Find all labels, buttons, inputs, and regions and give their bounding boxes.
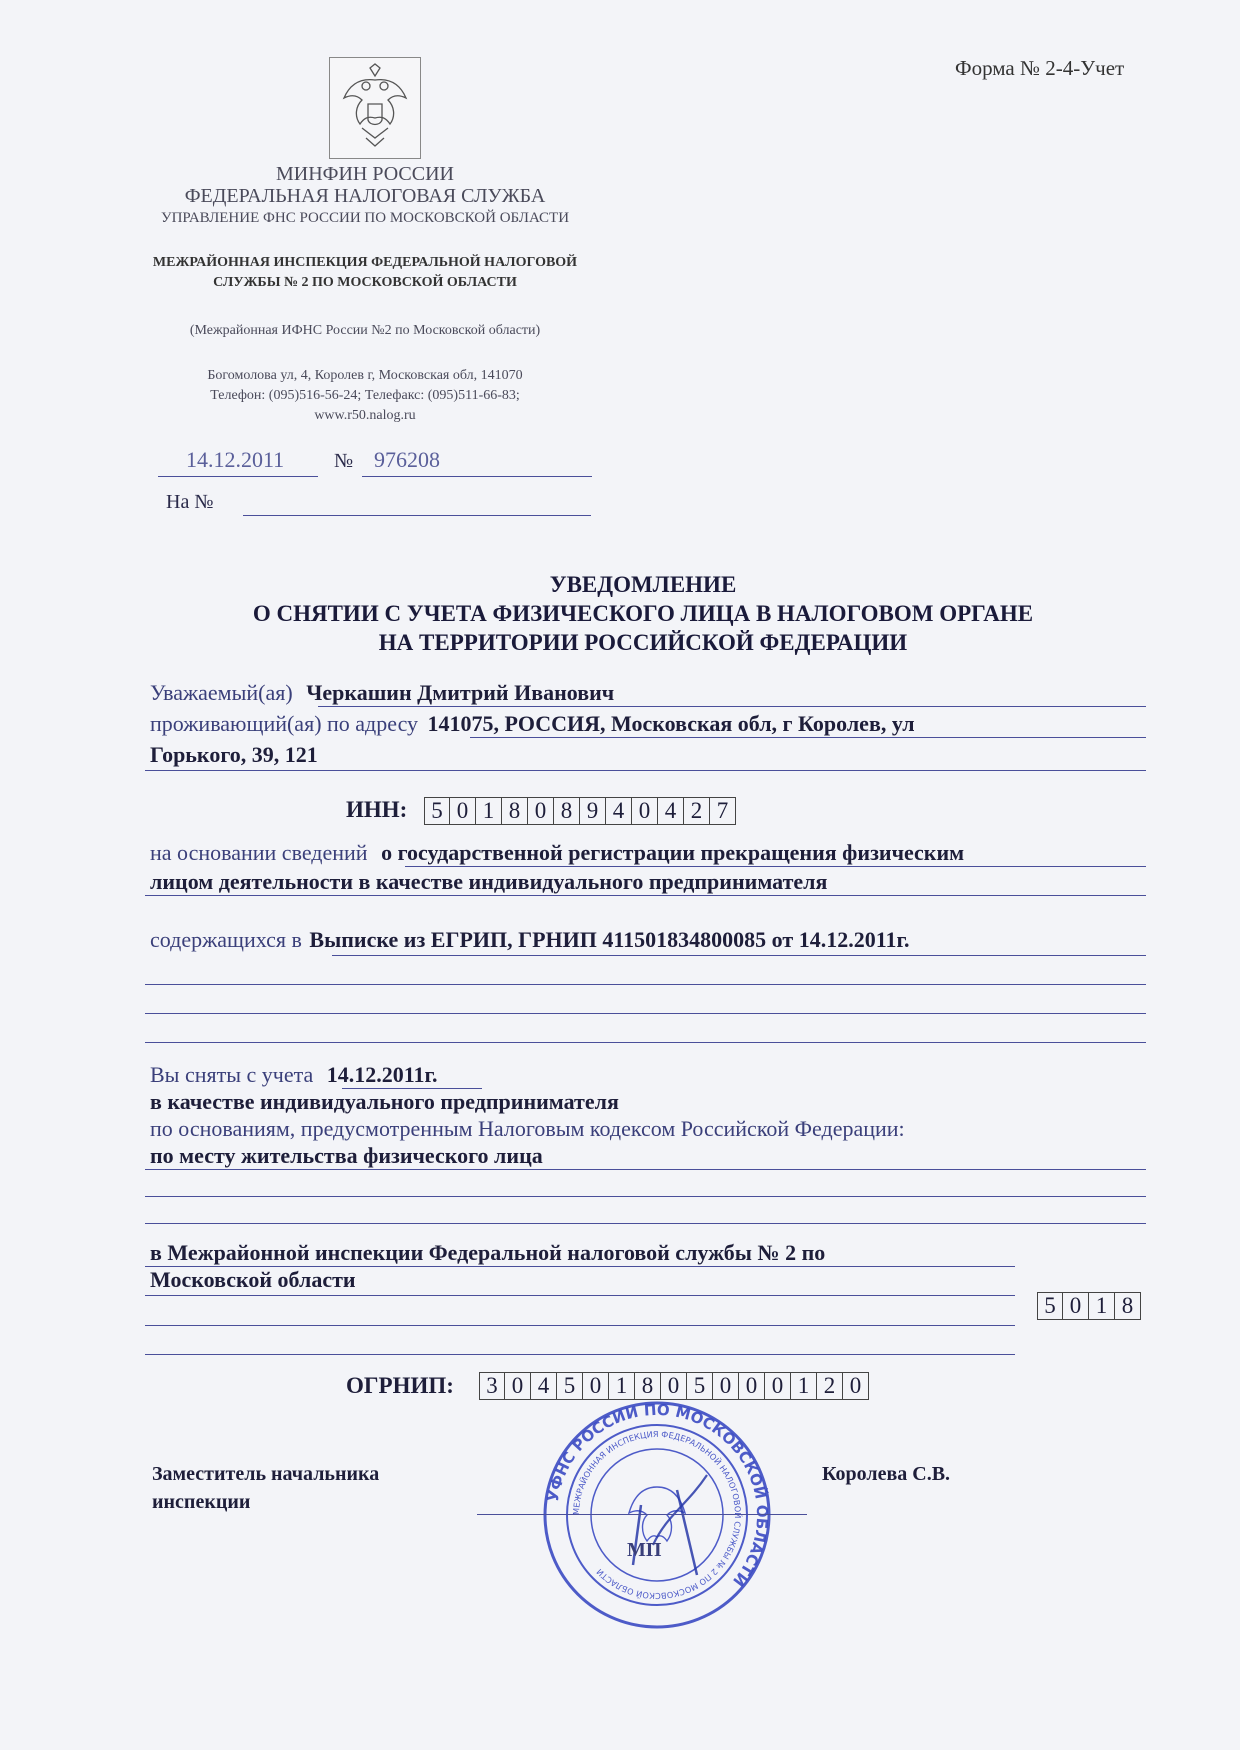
address-row — [150, 709, 915, 739]
deregistration-date: 14.12.2011г. — [326, 1062, 438, 1087]
basis-label: на основании сведений — [150, 840, 368, 865]
ogrnip-digit-box: 1 — [609, 1372, 635, 1400]
inn-digit-box: 5 — [424, 797, 450, 825]
inn-digit-box: 2 — [684, 797, 710, 825]
ogrnip-digit-box: 0 — [739, 1372, 765, 1400]
inn-digit-box: 7 — [710, 797, 736, 825]
coat-of-arms-icon — [329, 57, 421, 159]
ogrnip-digit-box: 0 — [661, 1372, 687, 1400]
inspection-phones: Телефон: (095)516-56-24; Телефакс: (095)511-66-83; — [210, 388, 520, 403]
authority-underline-4 — [145, 1354, 1015, 1355]
grounds-underline-3 — [145, 1223, 1146, 1224]
address-underline-1 — [470, 737, 1146, 738]
basis-row — [150, 838, 964, 868]
contact-block — [140, 366, 590, 426]
inn-digit-box: 1 — [476, 797, 502, 825]
name-underline — [318, 706, 1146, 707]
inn-digit-box: 4 — [606, 797, 632, 825]
signatory-position-line1: Заместитель начальника — [152, 1463, 380, 1485]
document-number-label: № — [334, 450, 354, 472]
person-address-line2: Горького, 39, 121 — [150, 742, 318, 767]
inn-digit-boxes — [424, 797, 736, 825]
official-seal-stamp — [537, 1395, 777, 1635]
inn-digit-box: 9 — [580, 797, 606, 825]
ogrnip-digit-box: 8 — [635, 1372, 661, 1400]
seal-place-label: МП — [627, 1539, 662, 1561]
greeting-row — [150, 678, 614, 708]
grounds-underline-2 — [145, 1196, 1146, 1197]
registration-capacity: в качестве индивидуального предпринимателя — [150, 1089, 619, 1114]
department-name: УПРАВЛЕНИЕ ФНС РОССИИ ПО МОСКОВСКОЙ ОБЛАСТИ — [160, 210, 570, 226]
ogrnip-digit-box: 0 — [505, 1372, 531, 1400]
service-name: ФЕДЕРАЛЬНАЯ НАЛОГОВАЯ СЛУЖБА — [184, 185, 546, 207]
authority-code-digit-box: 5 — [1037, 1292, 1063, 1320]
grounds-underline-1 — [145, 1169, 1146, 1170]
grounds-label: по основаниям, предусмотренным Налоговым кодексом Российской Федерации: — [150, 1116, 905, 1141]
inn-digit-box: 0 — [632, 797, 658, 825]
stamp-inner-text: МЕЖРАЙОННАЯ ИНСПЕКЦИЯ ФЕДЕРАЛЬНОЙ НАЛОГОВОЙ СЛУЖБЫ № 2 ПО МОСКОВСКОЙ ОБЛАСТИ — [570, 1428, 744, 1602]
ogrnip-digit-box: 5 — [557, 1372, 583, 1400]
inspection-address: Богомолова ул, 4, Королев г, Московская обл, 141070 — [207, 368, 523, 383]
grounds-value: по месту жительства физического лица — [150, 1143, 543, 1168]
signatory-position-line2: инспекции — [152, 1491, 251, 1513]
basis-line2: лицом деятельности в качестве индивидуального предпринимателя — [150, 869, 828, 894]
authority-code-boxes — [1037, 1292, 1141, 1320]
ogrnip-digit-box: 4 — [531, 1372, 557, 1400]
reference-number-field — [243, 515, 591, 516]
document-date: 14.12.2011 — [158, 447, 318, 477]
document-number: 976208 — [362, 447, 592, 477]
reference-number-label: На № — [166, 491, 214, 513]
ogrnip-digit-box: 3 — [479, 1372, 505, 1400]
inn-label: ИНН: — [346, 797, 408, 822]
document-subtitle-line1: О СНЯТИИ С УЧЕТА ФИЗИЧЕСКОГО ЛИЦА В НАЛОГОВОМ ОРГАНЕ — [252, 601, 1034, 626]
source-underline-3 — [145, 1013, 1146, 1014]
source-underline-1 — [332, 955, 1146, 956]
authority-underline-2 — [145, 1295, 1015, 1296]
signatory-name: Королева С.В. — [822, 1463, 951, 1485]
ministry-name: МИНФИН РОССИИ — [276, 163, 454, 185]
stamp-outer-text: УФНС РОССИИ ПО МОСКОВСКОЙ ОБЛАСТИ — [543, 1400, 772, 1590]
header-ministry-service — [140, 163, 590, 207]
inn-digit-box: 4 — [658, 797, 684, 825]
inn-digit-box: 8 — [554, 797, 580, 825]
ogrnip-digit-box: 0 — [583, 1372, 609, 1400]
authority-underline-3 — [145, 1325, 1015, 1326]
source-underline-4 — [145, 1042, 1146, 1043]
basis-line1: о государственной регистрации прекращения физическим — [381, 840, 965, 865]
deregistration-label: Вы сняты с учета — [150, 1062, 314, 1087]
authority-line1: в Межрайонной инспекции Федеральной налоговой службы № 2 по — [150, 1240, 826, 1265]
ogrnip-digit-box: 0 — [765, 1372, 791, 1400]
deregistration-row — [150, 1060, 438, 1090]
authority-code-digit-box: 8 — [1115, 1292, 1141, 1320]
ogrnip-digit-box: 1 — [791, 1372, 817, 1400]
inn-digit-box: 8 — [502, 797, 528, 825]
ogrnip-digit-box: 0 — [713, 1372, 739, 1400]
ogrnip-digit-box: 2 — [817, 1372, 843, 1400]
basis-underline-2 — [145, 895, 1146, 896]
authority-code-digit-box: 1 — [1089, 1292, 1115, 1320]
document-title: УВЕДОМЛЕНИЕ — [549, 572, 737, 597]
person-name: Черкашин Дмитрий Иванович — [306, 680, 615, 705]
source-underline-2 — [145, 984, 1146, 985]
ogrnip-digit-box: 0 — [843, 1372, 869, 1400]
form-number: Форма № 2-4-Учет — [955, 56, 1125, 80]
authority-code-digit-box: 0 — [1063, 1292, 1089, 1320]
person-address-line1: 141075, РОССИЯ, Московская обл, г Королев, ул — [427, 711, 915, 736]
document-subtitle-line2: НА ТЕРРИТОРИИ РОССИЙСКОЙ ФЕДЕРАЦИИ — [378, 630, 908, 655]
source-value: Выписке из ЕГРИП, ГРНИП 411501834800085 от 14.12.2011г. — [309, 927, 910, 952]
ogrnip-label: ОГРНИП: — [346, 1373, 454, 1398]
authority-line2: Московской области — [150, 1267, 356, 1292]
source-label: содержащихся в — [150, 927, 302, 952]
inspection-short-name: (Межрайонная ИФНС России №2 по Московской области) — [189, 323, 541, 338]
ogrnip-digit-box: 5 — [687, 1372, 713, 1400]
signatory-position — [152, 1460, 379, 1516]
greeting-label: Уважаемый(ая) — [150, 680, 293, 705]
inn-digit-box: 0 — [450, 797, 476, 825]
source-row — [150, 925, 910, 955]
inspection-name: МЕЖРАЙОННАЯ ИНСПЕКЦИЯ ФЕДЕРАЛЬНОЙ НАЛОГОВОЙ СЛУЖБЫ № 2 ПО МОСКОВСКОЙ ОБЛАСТИ — [152, 255, 578, 290]
inn-digit-box: 0 — [528, 797, 554, 825]
signature-line — [477, 1514, 807, 1515]
address-underline-2 — [145, 770, 1146, 771]
address-label: проживающий(ая) по адресу — [150, 711, 419, 736]
inspection-website: www.r50.nalog.ru — [314, 408, 416, 423]
